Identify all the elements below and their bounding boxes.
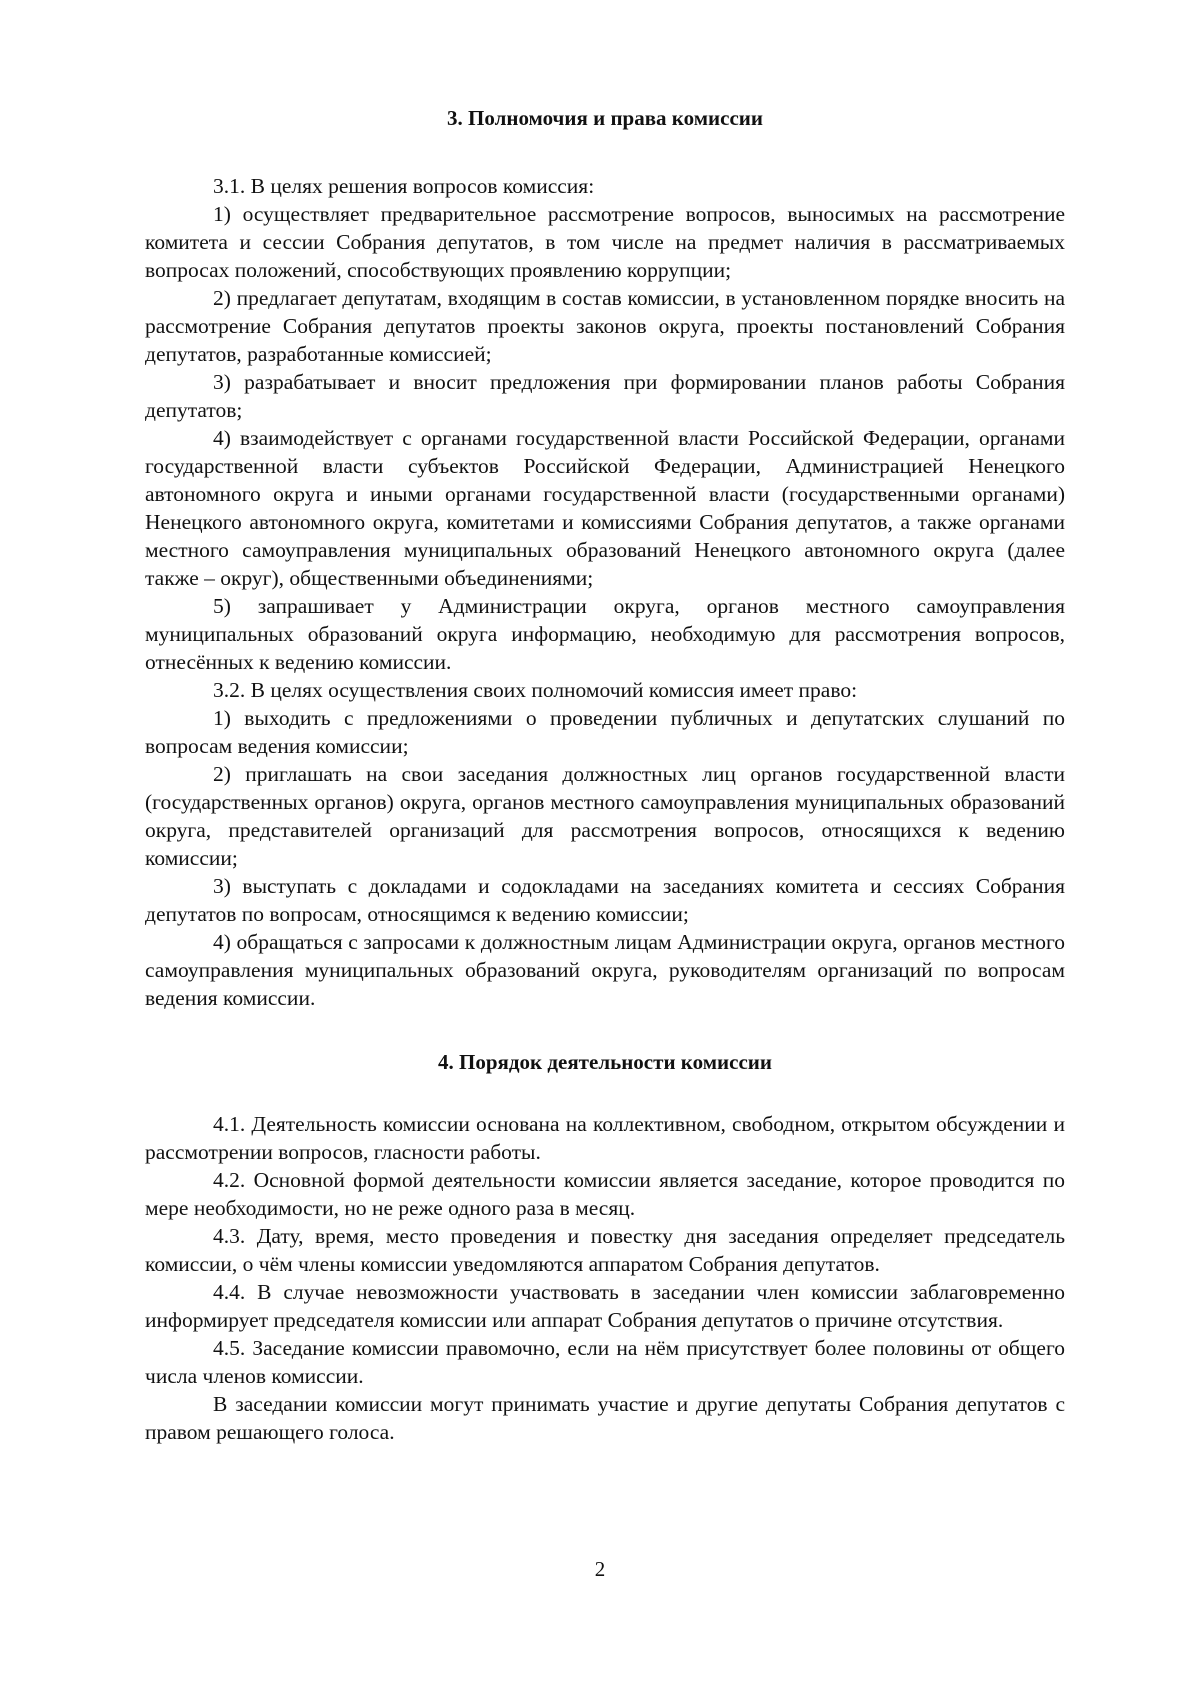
page-number: 2 [594,1557,606,1581]
paragraph-4-2: 4.2. Основной формой деятельности комиссии является заседание, которое проводится по мере необходимости, но не реже одного раза в месяц. [145,1168,1065,1220]
section-4-title: 4. Порядок деятельности комиссии [438,1050,772,1074]
paragraph-4-4: 4.4. В случае невозможности участвовать в заседании член комиссии заблаговременно информирует председателя комиссии или аппарат Собрания депутатов о причине отсутствия. [145,1280,1065,1332]
paragraph-3-1: 3.1. В целях решения вопросов комиссия: [213,174,595,198]
paragraph-3-1-item-2: 2) предлагает депутатам, входящим в состав комиссии, в установленном порядке вносить на рассмотрение Собрания депутатов проекты законов округа, проекты постановлений Собрания депутатов, разработанные комиссией; [145,286,1065,366]
paragraph-3-2-item-3: 3) выступать с докладами и содокладами на заседаниях комитета и сессиях Собрания депутатов по вопросам, относящимся к ведению комиссии; [145,874,1065,926]
paragraph-3-1-item-5: 5) запрашивает у Администрации округа, органов местного самоуправления муниципальных образований округа информацию, необходимую для рассмотрения вопросов, отнесённых к ведению комиссии. [145,594,1065,674]
page-content [145,104,1065,1446]
paragraph-3-2-item-4: 4) обращаться с запросами к должностным лицам Администрации округа, органов местного самоуправления муниципальных образований округа, руководителям организаций по вопросам ведения комиссии. [145,930,1065,1010]
paragraph-3-2-item-2: 2) приглашать на свои заседания должностных лиц органов государственной власти (государственных органов) округа, органов местного самоуправления муниципальных образований округа, представителей организаций для рассмотрения вопросов, относящихся к ведению комиссии; [145,762,1065,870]
paragraph-4-5: 4.5. Заседание комиссии правомочно, если на нём присутствует более половины от общего числа членов комиссии. [145,1336,1065,1388]
paragraph-3-1-item-4: 4) взаимодействует с органами государственной власти Российской Федерации, органами государственной власти субъектов Российской Федерации, Администрацией Ненецкого автономного округа и иными органами государственной власти (государственными органами) Ненецкого автономного округа, комитетами и комиссиями Собрания депутатов, а также органами местного самоуправления муниципальных образований Ненецкого автономного округа (далее также – округ), общественными объединениями; [145,426,1065,590]
paragraph-4-5-note: В заседании комиссии могут принимать участие и другие депутаты Собрания депутатов с правом решающего голоса. [145,1392,1065,1444]
section-3-title: 3. Полномочия и права комиссии [447,106,763,130]
paragraph-3-2: 3.2. В целях осуществления своих полномочий комиссия имеет право: [213,678,858,702]
paragraph-4-3: 4.3. Дату, время, место проведения и повестку дня заседания определяет председатель комиссии, о чём члены комиссии уведомляются аппаратом Собрания депутатов. [145,1224,1065,1276]
paragraph-4-1: 4.1. Деятельность комиссии основана на коллективном, свободном, открытом обсуждении и рассмотрении вопросов, гласности работы. [145,1112,1065,1164]
paragraph-3-1-item-3: 3) разрабатывает и вносит предложения при формировании планов работы Собрания депутатов; [145,370,1065,422]
paragraph-3-2-item-1: 1) выходить с предложениями о проведении публичных и депутатских слушаний по вопросам ведения комиссии; [145,706,1065,758]
paragraph-3-1-item-1: 1) осуществляет предварительное рассмотрение вопросов, выносимых на рассмотрение комитета и сессии Собрания депутатов, в том числе на предмет наличия в рассматриваемых вопросах положений, способствующих проявлению коррупции; [145,202,1065,282]
